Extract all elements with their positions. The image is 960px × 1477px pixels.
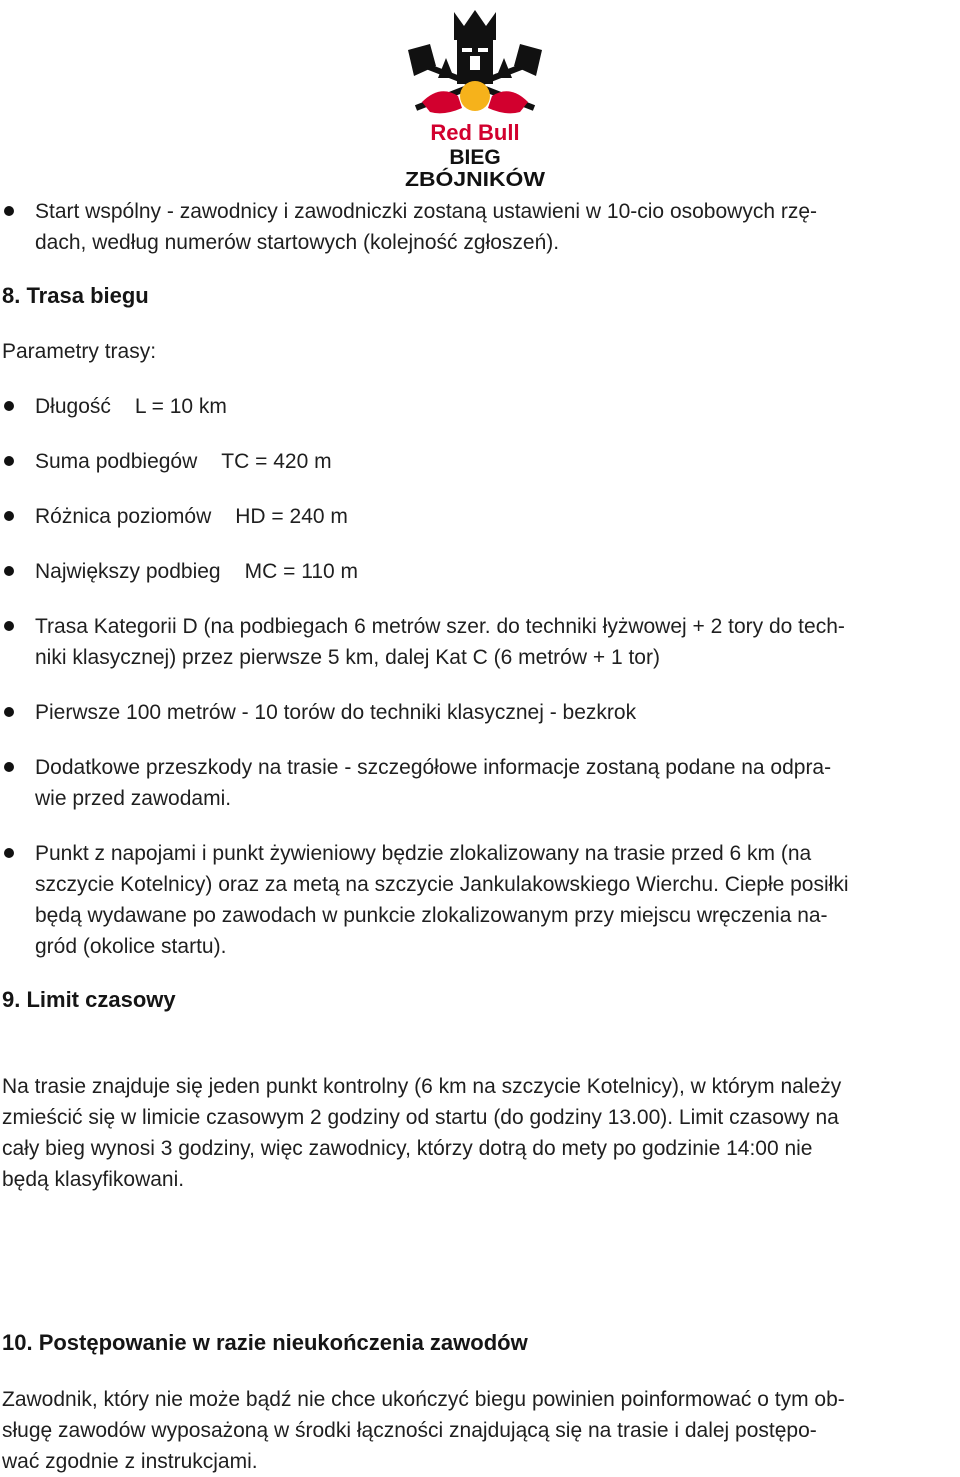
param-text <box>35 501 957 532</box>
bullet-icon <box>4 456 14 466</box>
param-value: HD = 240 m <box>235 505 348 528</box>
param-label: Długość <box>35 395 111 418</box>
text-line: Punkt z napojami i punkt żywieniowy będzie zlokalizowany na trasie przed 6 km (na <box>35 842 812 865</box>
param-value: MC = 110 m <box>244 560 359 583</box>
bullet-text <box>35 196 957 258</box>
bullet-icon <box>4 621 14 631</box>
text-line: Pierwsze 100 metrów - 10 torów do techniki klasycznej - bezkrok <box>35 701 637 724</box>
bullet-icon <box>4 206 14 216</box>
logo-brand-text: Red Bull <box>430 120 520 145</box>
bullet-text <box>35 838 957 962</box>
text-line: Na trasie znajduje się jeden punkt kontrolny (6 km na szczycie Kotelnicy), w którym należy <box>2 1075 842 1098</box>
text-line: szczycie Kotelnicy) oraz za metą na szczycie Jankulakowskiego Wierchu. Ciepłe posiłki <box>35 873 849 896</box>
text-line: Start wspólny - zawodnicy i zawodniczki zostaną ustawieni w 10-cio osobowych rzę- <box>35 200 818 223</box>
text-line: Trasa Kategorii D (na podbiegach 6 metrów szer. do techniki łyżwowej + 2 tory do tech- <box>35 615 845 638</box>
text-line: Zawodnik, który nie może bądź nie chce ukończyć biegu powinien poinformować o tym ob- <box>2 1388 845 1411</box>
param-label: Największy podbieg <box>35 560 221 583</box>
section-heading-10: 10. Postępowanie w razie nieukończenia zawodów <box>2 1330 528 1355</box>
bullet-icon <box>4 511 14 521</box>
crown-shape <box>454 10 496 40</box>
param-text <box>35 556 957 587</box>
param-value: L = 10 km <box>134 395 227 418</box>
tree-right <box>496 58 512 78</box>
bullet-icon <box>4 848 14 858</box>
bullet-text <box>35 752 957 814</box>
text-line: Dodatkowe przeszkody na trasie - szczegółowe informacje zostaną podane na odpra- <box>35 756 832 779</box>
text-line: niki klasycznej) przez pierwsze 5 km, dalej Kat C (6 metrów + 1 tor) <box>35 646 660 669</box>
logo-line1-text: BIEG <box>449 146 501 169</box>
text-line: gród (okolice startu). <box>35 935 227 958</box>
sun-shape <box>460 81 490 111</box>
text-line: wie przed zawodami. <box>35 787 232 810</box>
bullet-icon <box>4 707 14 717</box>
text-line: będą klasyfikowani. <box>2 1168 185 1191</box>
param-label: Różnica poziomów <box>35 505 212 528</box>
bullet-text <box>35 697 957 728</box>
section-heading-9: 9. Limit czasowy <box>2 987 176 1012</box>
text-line: cały bieg wynosi 3 godziny, więc zawodnicy, którzy dotrą do mety po godzinie 14:00 nie <box>2 1137 813 1160</box>
text-line: zmieścić się w limicie czasowym 2 godziny od startu (do godziny 13.00). Limit czasowy na <box>2 1106 839 1129</box>
bullet-icon <box>4 566 14 576</box>
param-value: TC = 420 m <box>221 450 332 473</box>
section10-paragraph <box>2 1384 845 1477</box>
param-text <box>35 446 957 477</box>
text-line: dach, według numerów startowych (kolejność zgłoszeń). <box>35 231 560 254</box>
bullet-icon <box>4 401 14 411</box>
section-heading-8: 8. Trasa biegu <box>2 283 149 308</box>
logo-line2-text: ZBÓJNIKÓW <box>405 169 528 190</box>
text-line: sługę zawodów wyposażoną w środki łączności znajdującą się na trasie i dalej postępo- <box>2 1419 817 1442</box>
bullet-icon <box>4 762 14 772</box>
section9-paragraph <box>2 1071 841 1195</box>
bullet-text <box>35 611 957 673</box>
text-line: wać zgodnie z instrukcjami. <box>2 1450 258 1473</box>
red-bull-bieg-zbojnikow-logo <box>400 4 550 190</box>
tree-left <box>438 58 454 78</box>
logo-graphic <box>400 4 550 190</box>
text-line: będą wydawane po zawodach w punkcie zlokalizowanym przy miejscu wręczenia na- <box>35 904 828 927</box>
param-text <box>35 391 957 422</box>
params-intro: Parametry trasy: <box>2 340 157 363</box>
param-label: Suma podbiegów <box>35 450 198 473</box>
